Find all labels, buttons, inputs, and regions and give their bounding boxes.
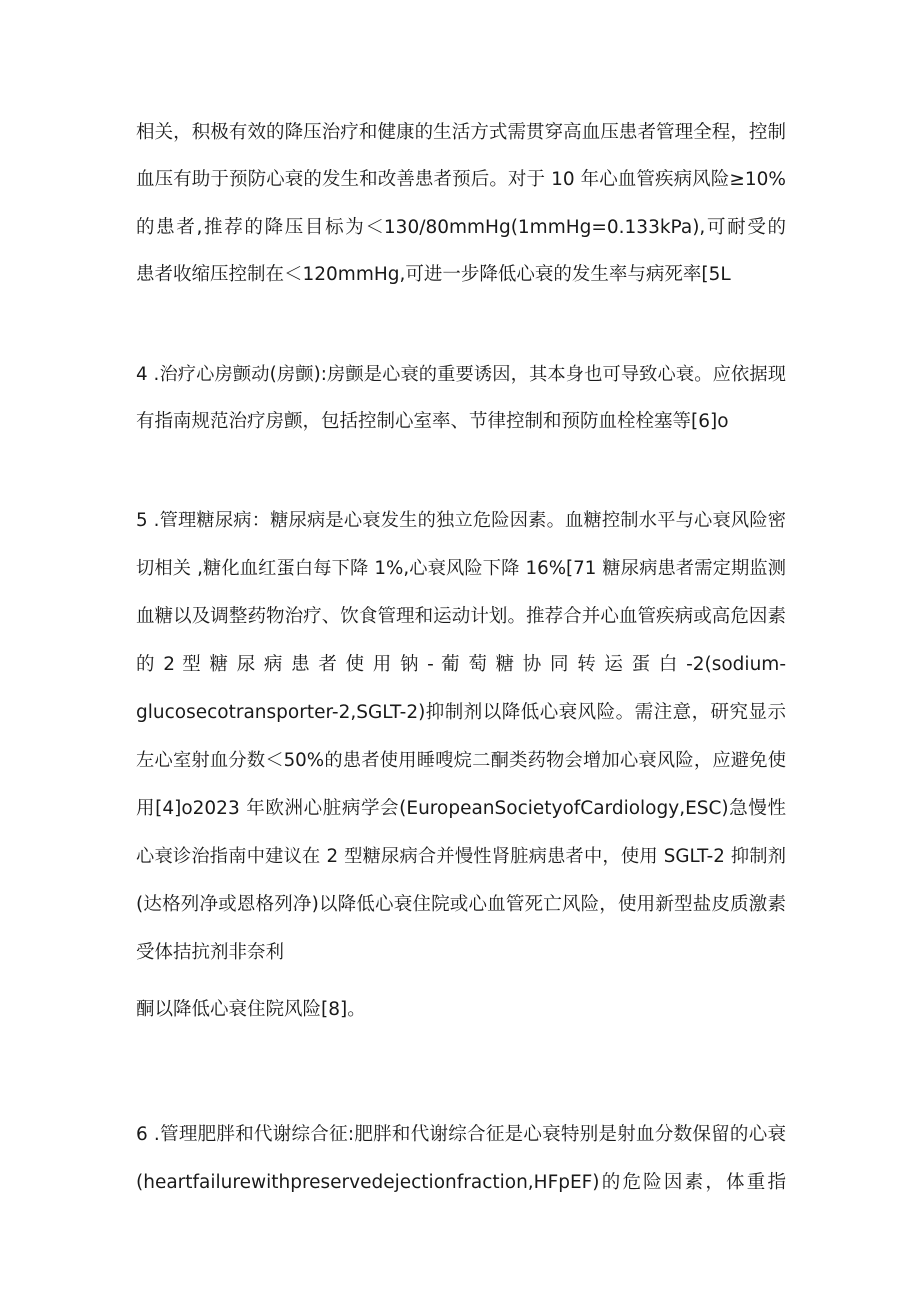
paragraph-line: 酮以降低心衰住院风险[8]。 — [136, 999, 366, 1020]
paragraph-line: (heartfailurewithpreservedejectionfraction,HFpEF)的危险因素，体重指 — [136, 1172, 786, 1193]
paragraph-line: 用[4]o2023 年欧洲心脏病学会(EuropeanSocietyofCardiology,ESC)急慢性 — [136, 798, 786, 819]
paragraph-line: 心衰诊治指南中建议在 2 型糖尿病合并慢性肾脏病患者中，使用 SGLT-2 抑制剂 — [136, 846, 786, 867]
paragraph-line: 左心室射血分数＜50%的患者使用睡嗖烷二酮类药物会增加心衰风险，应避免使 — [136, 750, 786, 771]
paragraph-line: 5 .管理糖尿病：糖尿病是心衰发生的独立危险因素。血糖控制水平与心衰风险密 — [136, 510, 786, 531]
paragraph-line: 的患者,推荐的降压目标为＜130/80mmHg(1mmHg=0.133kPa),可耐受的 — [136, 217, 786, 238]
paragraph-line: 切相关 ,糖化血红蛋白每下降 1%,心衰风险下降 16%[71 糖尿病患者需定期监测 — [136, 558, 786, 579]
paragraph-line: 受体拮抗剂非奈利 — [136, 942, 285, 963]
paragraph-line: 6 .管理肥胖和代谢综合征:肥胖和代谢综合征是心衰特别是射血分数保留的心衰 — [136, 1124, 786, 1145]
paragraph-line: glucosecotransporter-2,SGLT-2)抑制剂以降低心衰风险。需注意，研究显示 — [136, 702, 786, 723]
paragraph-line: 4 .治疗心房颤动(房颤):房颤是心衰的重要诱因，其本身也可导致心衰。应依据现 — [136, 364, 786, 385]
paragraph-line: 血糖以及调整药物治疗、饮食管理和运动计划。推荐合并心血管疾病或高危因素 — [136, 606, 786, 627]
paragraph-line: (达格列净或恩格列净)以降低心衰住院或心血管死亡风险，使用新型盐皮质激素 — [136, 894, 786, 915]
paragraph-line: 的 2 型 糖 尿 病 患 者 使 用 钠 - 葡 萄 糖 协 同 转 运 蛋 白 -2(sodium- — [136, 654, 786, 675]
paragraph-line: 血压有助于预防心衰的发生和改善患者预后。对于 10 年心血管疾病风险≥10% — [136, 169, 786, 190]
paragraph-line: 有指南规范治疗房颤，包括控制心室率、节律控制和预防血栓栓塞等[6]o — [136, 411, 729, 432]
paragraph-line: 相关，积极有效的降压治疗和健康的生活方式需贯穿高血压患者管理全程，控制 — [136, 122, 786, 143]
paragraph-line: 患者收缩压控制在＜120mmHg,可进一步降低心衰的发生率与病死率[5L — [136, 264, 731, 285]
